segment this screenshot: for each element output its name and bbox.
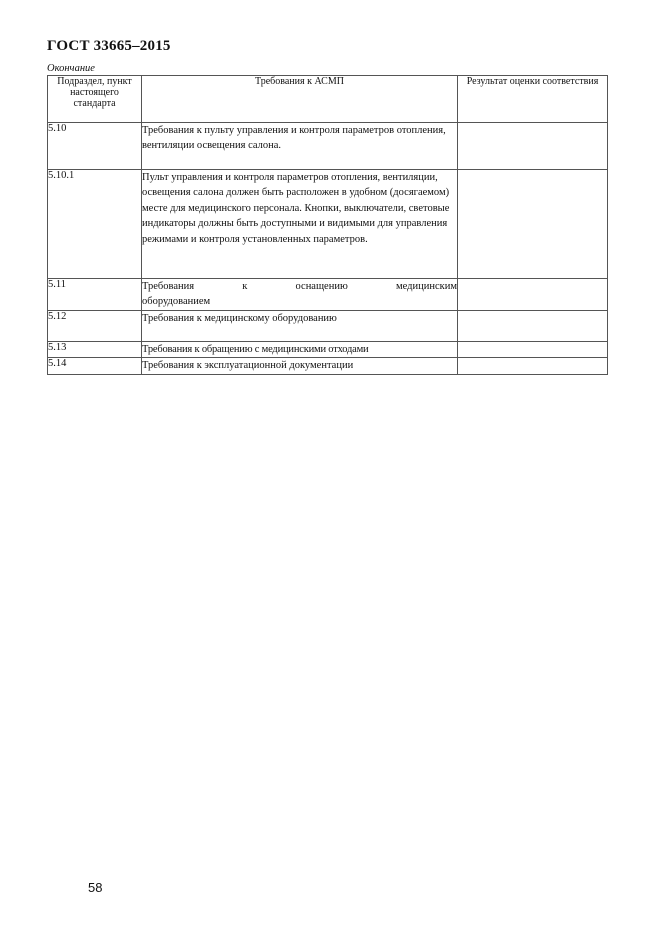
requirements-table [47, 75, 608, 375]
column-header-result: Результат оценки соответствия [458, 76, 608, 123]
document-title: ГОСТ 33665–2015 [47, 38, 171, 54]
page-number: 58 [88, 880, 103, 895]
section-number: 5.10.1 [48, 170, 142, 279]
table-row [48, 170, 608, 279]
result-cell [458, 279, 608, 311]
section-number: 5.14 [48, 358, 142, 374]
requirement-text: Пульт управления и контроля параметров отопления, вентиляции, освещения салона должен быть расположен в удобном (досягаемом) месте для медицинского персонала. Кнопки, выключатели, световые индикаторы должны быть доступными и видимыми для управления режимами и контроля установленных параметров. [142, 170, 458, 279]
result-cell [458, 358, 608, 374]
column-header-section: Подраздел, пункт настоящего стандарта [48, 76, 142, 123]
requirement-text: Требования к обращению с медицинскими отходами [142, 341, 458, 357]
table-header-row [48, 76, 608, 123]
section-number: 5.11 [48, 279, 142, 311]
requirement-text: Требования к пульту управления и контроля параметров отопления, вентиляции освещения салона. [142, 123, 458, 170]
section-number: 5.10 [48, 123, 142, 170]
section-number: 5.13 [48, 341, 142, 357]
table-row [48, 123, 608, 170]
table-row [48, 341, 608, 357]
requirement-text: Требования к оснащению медицинским оборудованием [142, 279, 458, 311]
table-row [48, 310, 608, 341]
result-cell [458, 310, 608, 341]
requirement-text: Требования к медицинскому оборудованию [142, 310, 458, 341]
result-cell [458, 123, 608, 170]
table-row [48, 279, 608, 311]
table-row [48, 358, 608, 374]
requirement-text: Требования к эксплуатационной документации [142, 358, 458, 374]
result-cell [458, 341, 608, 357]
table-continuation-caption: Окончание [47, 63, 95, 74]
result-cell [458, 170, 608, 279]
section-number: 5.12 [48, 310, 142, 341]
column-header-requirements: Требования к АСМП [142, 76, 458, 123]
